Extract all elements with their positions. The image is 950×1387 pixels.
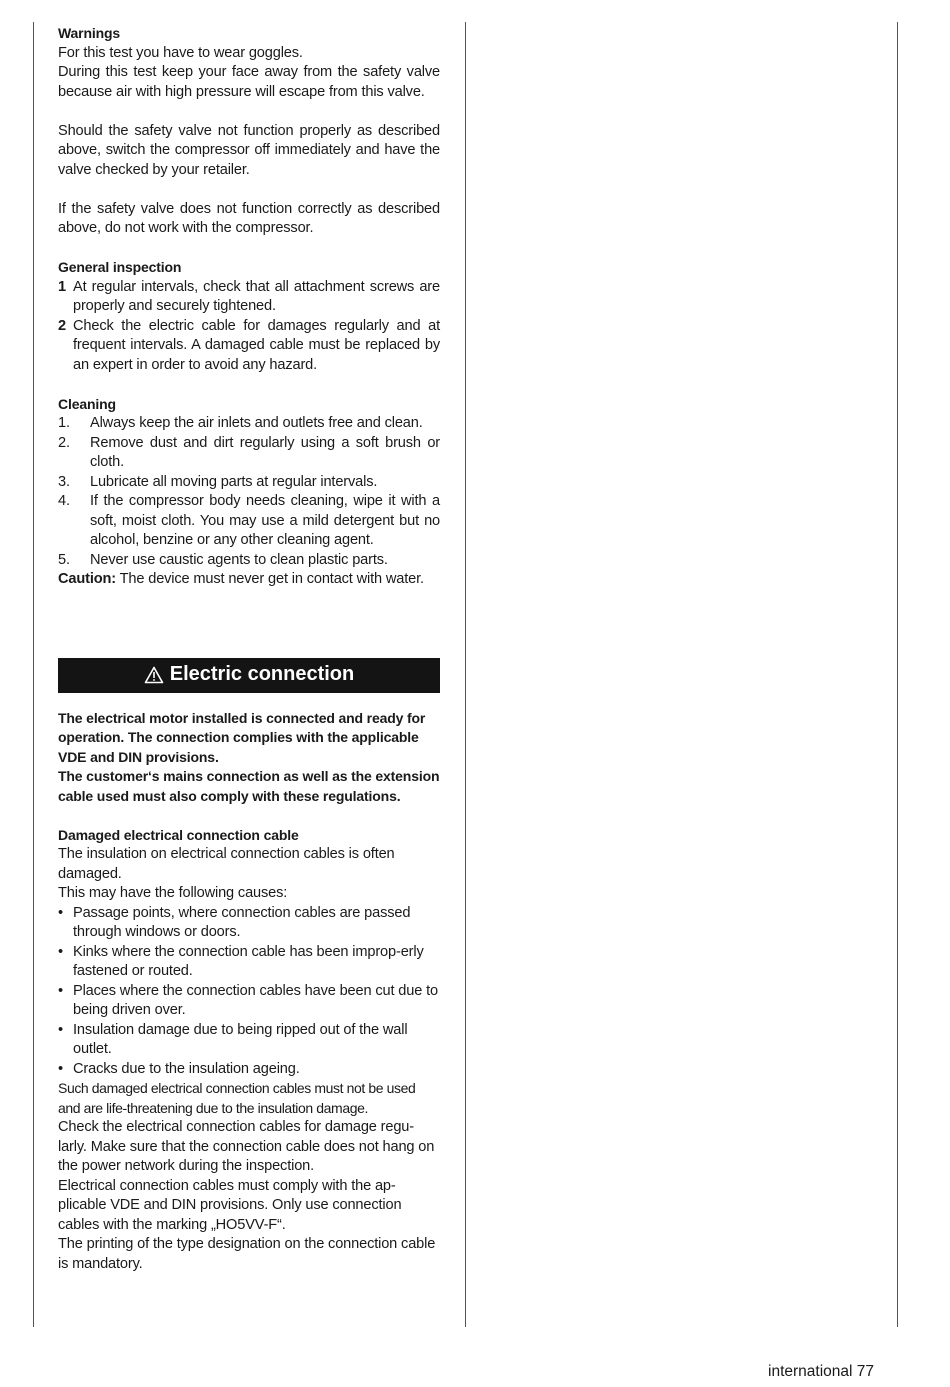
list-item [58,1060,440,1080]
after-paragraph-1: Such damaged electrical connection cables must not be used and are life-threatening due to the insulation damage. [58,1080,416,1116]
page-footer: international 77 [768,1363,874,1380]
after-paragraph-3: Electrical connection cables must comply with the ap-plicable VDE and DIN provisions. Only use connection cables with the marking „HO5VV-F“. [58,1177,402,1233]
list-item [58,1021,440,1060]
list-item [58,278,440,317]
banner-title: Electric connection [169,663,355,686]
item-text: Insulation damage due to being ripped out of the wall outlet. [73,1021,408,1057]
item-number: 2 [58,317,66,334]
general-inspection-heading: General inspection [58,259,182,275]
warnings-line-1: For this test you have to wear goggles. [58,44,303,61]
item-text: Never use caustic agents to clean plastic parts. [90,551,388,568]
column-divider-rule [465,22,466,1327]
list-item [58,551,440,571]
list-item [58,414,440,434]
caution-label: Caution: [58,571,116,587]
item-text: Passage points, where connection cables are passed through windows or doors. [73,904,411,940]
item-number: 3. [58,473,70,490]
electric-connection-banner [58,658,440,693]
cleaning-heading: Cleaning [58,395,116,412]
warnings-heading: Warnings [58,25,121,41]
warnings-line-2: During this test keep your face away from the safety valve because air with high pressure will escape from this valve. [58,64,440,100]
list-item [58,317,440,376]
item-number: 1 [58,278,66,295]
item-text: Places where the connection cables have been cut due to being driven over. [73,982,438,1018]
bullet-icon: • [58,982,63,999]
electric-intro-2: The customer‘s mains connection as well as the extension cable used must also comply with these regulations. [58,768,440,804]
item-number: 4. [58,493,70,509]
warning-triangle-icon [144,666,164,684]
item-number: 2. [58,434,70,451]
item-text: At regular intervals, check that all attachment screws are properly and securely tightened. [73,278,440,314]
list-item [58,943,440,982]
list-item [58,492,440,551]
bullet-icon: • [58,943,63,960]
item-text: If the compressor body needs cleaning, wipe it with a soft, moist cloth. You may use a mild detergent but no alcohol, benzine or any other cleaning agent. [90,493,440,548]
item-number: 5. [58,551,70,568]
after-paragraph-4: The printing of the type designation on the connection cable is mandatory. [58,1236,436,1272]
list-item [58,434,440,473]
caution-text: The device must never get in contact with water. [115,571,424,587]
right-margin-rule [897,22,898,1327]
list-item [58,904,440,943]
list-item [58,982,440,1021]
item-text: Always keep the air inlets and outlets free and clean. [90,415,423,431]
bullet-icon: • [58,904,63,921]
item-text: Cracks due to the insulation ageing. [73,1060,300,1077]
item-text: Remove dust and dirt regularly using a soft brush or cloth. [90,434,440,470]
electric-intro [58,709,440,807]
bullet-icon: • [58,1060,63,1077]
item-text: Lubricate all moving parts at regular intervals. [90,473,378,490]
damaged-paragraph-2: This may have the following causes: [58,885,288,901]
item-text: Check the electric cable for damages regularly and at frequent intervals. A damaged cable must be replaced by an expert in order to avoid any hazard. [73,317,440,373]
caution-note [58,570,440,590]
left-column [58,24,440,1274]
item-number: 1. [58,415,70,431]
warnings-paragraph-3: If the safety valve does not function correctly as described above, do not work with the compressor. [58,200,440,236]
after-paragraph-2: Check the electrical connection cables for damage regu-larly. Make sure that the connection cable does not hang on the power network during the inspection. [58,1119,435,1174]
electric-intro-1: The electrical motor installed is connected and ready for operation. The connection complies with the applicable VDE and DIN provisions. [58,709,426,765]
warnings-paragraph-2: Should the safety valve not function properly as described above, switch the compressor off immediately and have the valve checked by your retailer. [58,122,440,178]
damaged-cable-heading: Damaged electrical connection cable [58,826,299,843]
damaged-paragraph-1: The insulation on electrical connection cables is often damaged. [58,846,395,882]
list-item [58,473,440,493]
left-margin-rule [33,22,34,1327]
item-text: Kinks where the connection cable has been improp-erly fastened or routed. [73,943,424,979]
bullet-icon: • [58,1021,63,1038]
